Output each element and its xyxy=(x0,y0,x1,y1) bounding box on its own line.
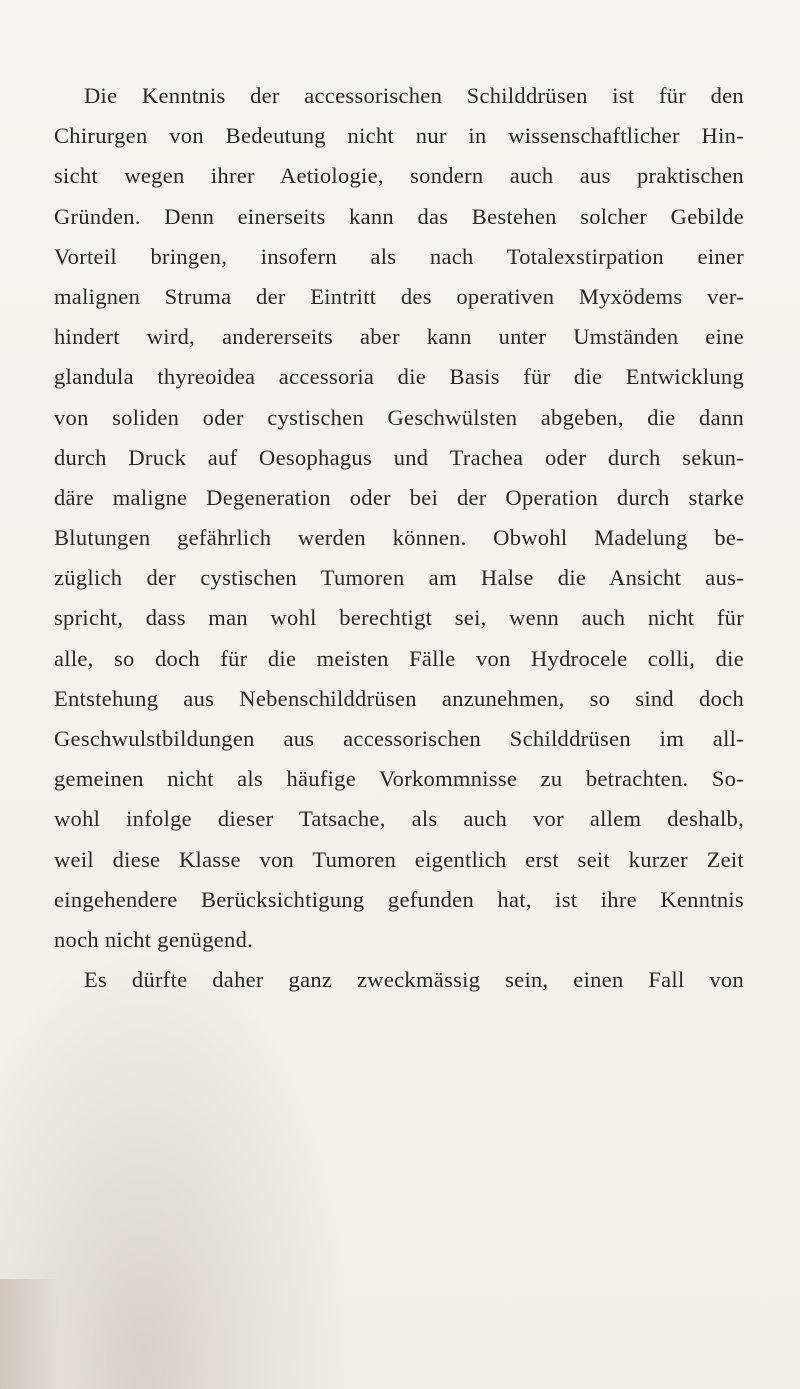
text-line: Chirurgen von Bedeutung nicht nur in wissenschaftlicher Hin- xyxy=(54,123,744,149)
scan-shadow xyxy=(0,1279,60,1389)
text-line: Geschwulstbildungen aus accessorischen Schilddrüsen im all- xyxy=(54,726,744,751)
text-line: Blutungen gefährlich werden können. Obwohl Madelung be- xyxy=(54,525,744,551)
text-line: glandula thyreoidea accessoria die Basis für die Entwicklung xyxy=(54,364,744,390)
text-line: hindert wird, andererseits aber kann unter Umständen eine xyxy=(54,324,744,350)
text-line: malignen Struma der Eintritt des operativen Myxödems ver- xyxy=(54,283,744,309)
text-line: däre maligne Degeneration oder bei der Operation durch starke xyxy=(54,484,744,510)
text-line: sicht wegen ihrer Aetiologie, sondern auch aus praktischen xyxy=(54,163,744,189)
text-line: spricht, dass man wohl berechtigt sei, wenn auch nicht für xyxy=(54,605,744,631)
text-line: von soliden oder cystischen Geschwülsten abgeben, die dann xyxy=(54,404,744,430)
text-line: züglich der cystischen Tumoren am Halse die Ansicht aus- xyxy=(54,565,744,591)
text-line: Gründen. Denn einerseits kann das Bestehen solcher Gebilde xyxy=(54,203,744,229)
text-line: wohl infolge dieser Tatsache, als auch vor allem deshalb, xyxy=(54,806,744,832)
body-text xyxy=(54,76,744,1000)
text-line: eingehendere Berücksichtigung gefunden hat, ist ihre Kenntnis xyxy=(54,886,744,912)
text-line: Die Kenntnis der accessorischen Schilddrüsen ist für den xyxy=(84,83,744,108)
text-line: alle, so doch für die meisten Fälle von Hydrocele colli, die xyxy=(54,645,744,671)
text-line: noch nicht genügend. xyxy=(54,926,254,952)
text-line: Entstehung aus Nebenschilddrüsen anzunehmen, so sind doch xyxy=(54,685,744,711)
text-line: durch Druck auf Oesophagus und Trachea oder durch sekun- xyxy=(54,444,744,470)
text-line: Vorteil bringen, insofern als nach Totalexstirpation einer xyxy=(54,243,744,269)
text-line: Es dürfte daher ganz zweckmässig sein, einen Fall von xyxy=(84,967,744,993)
text-line: gemeinen nicht als häufige Vorkommnisse zu betrachten. So- xyxy=(54,766,744,792)
text-line: weil diese Klasse von Tumoren eigentlich erst seit kurzer Zeit xyxy=(54,846,744,872)
